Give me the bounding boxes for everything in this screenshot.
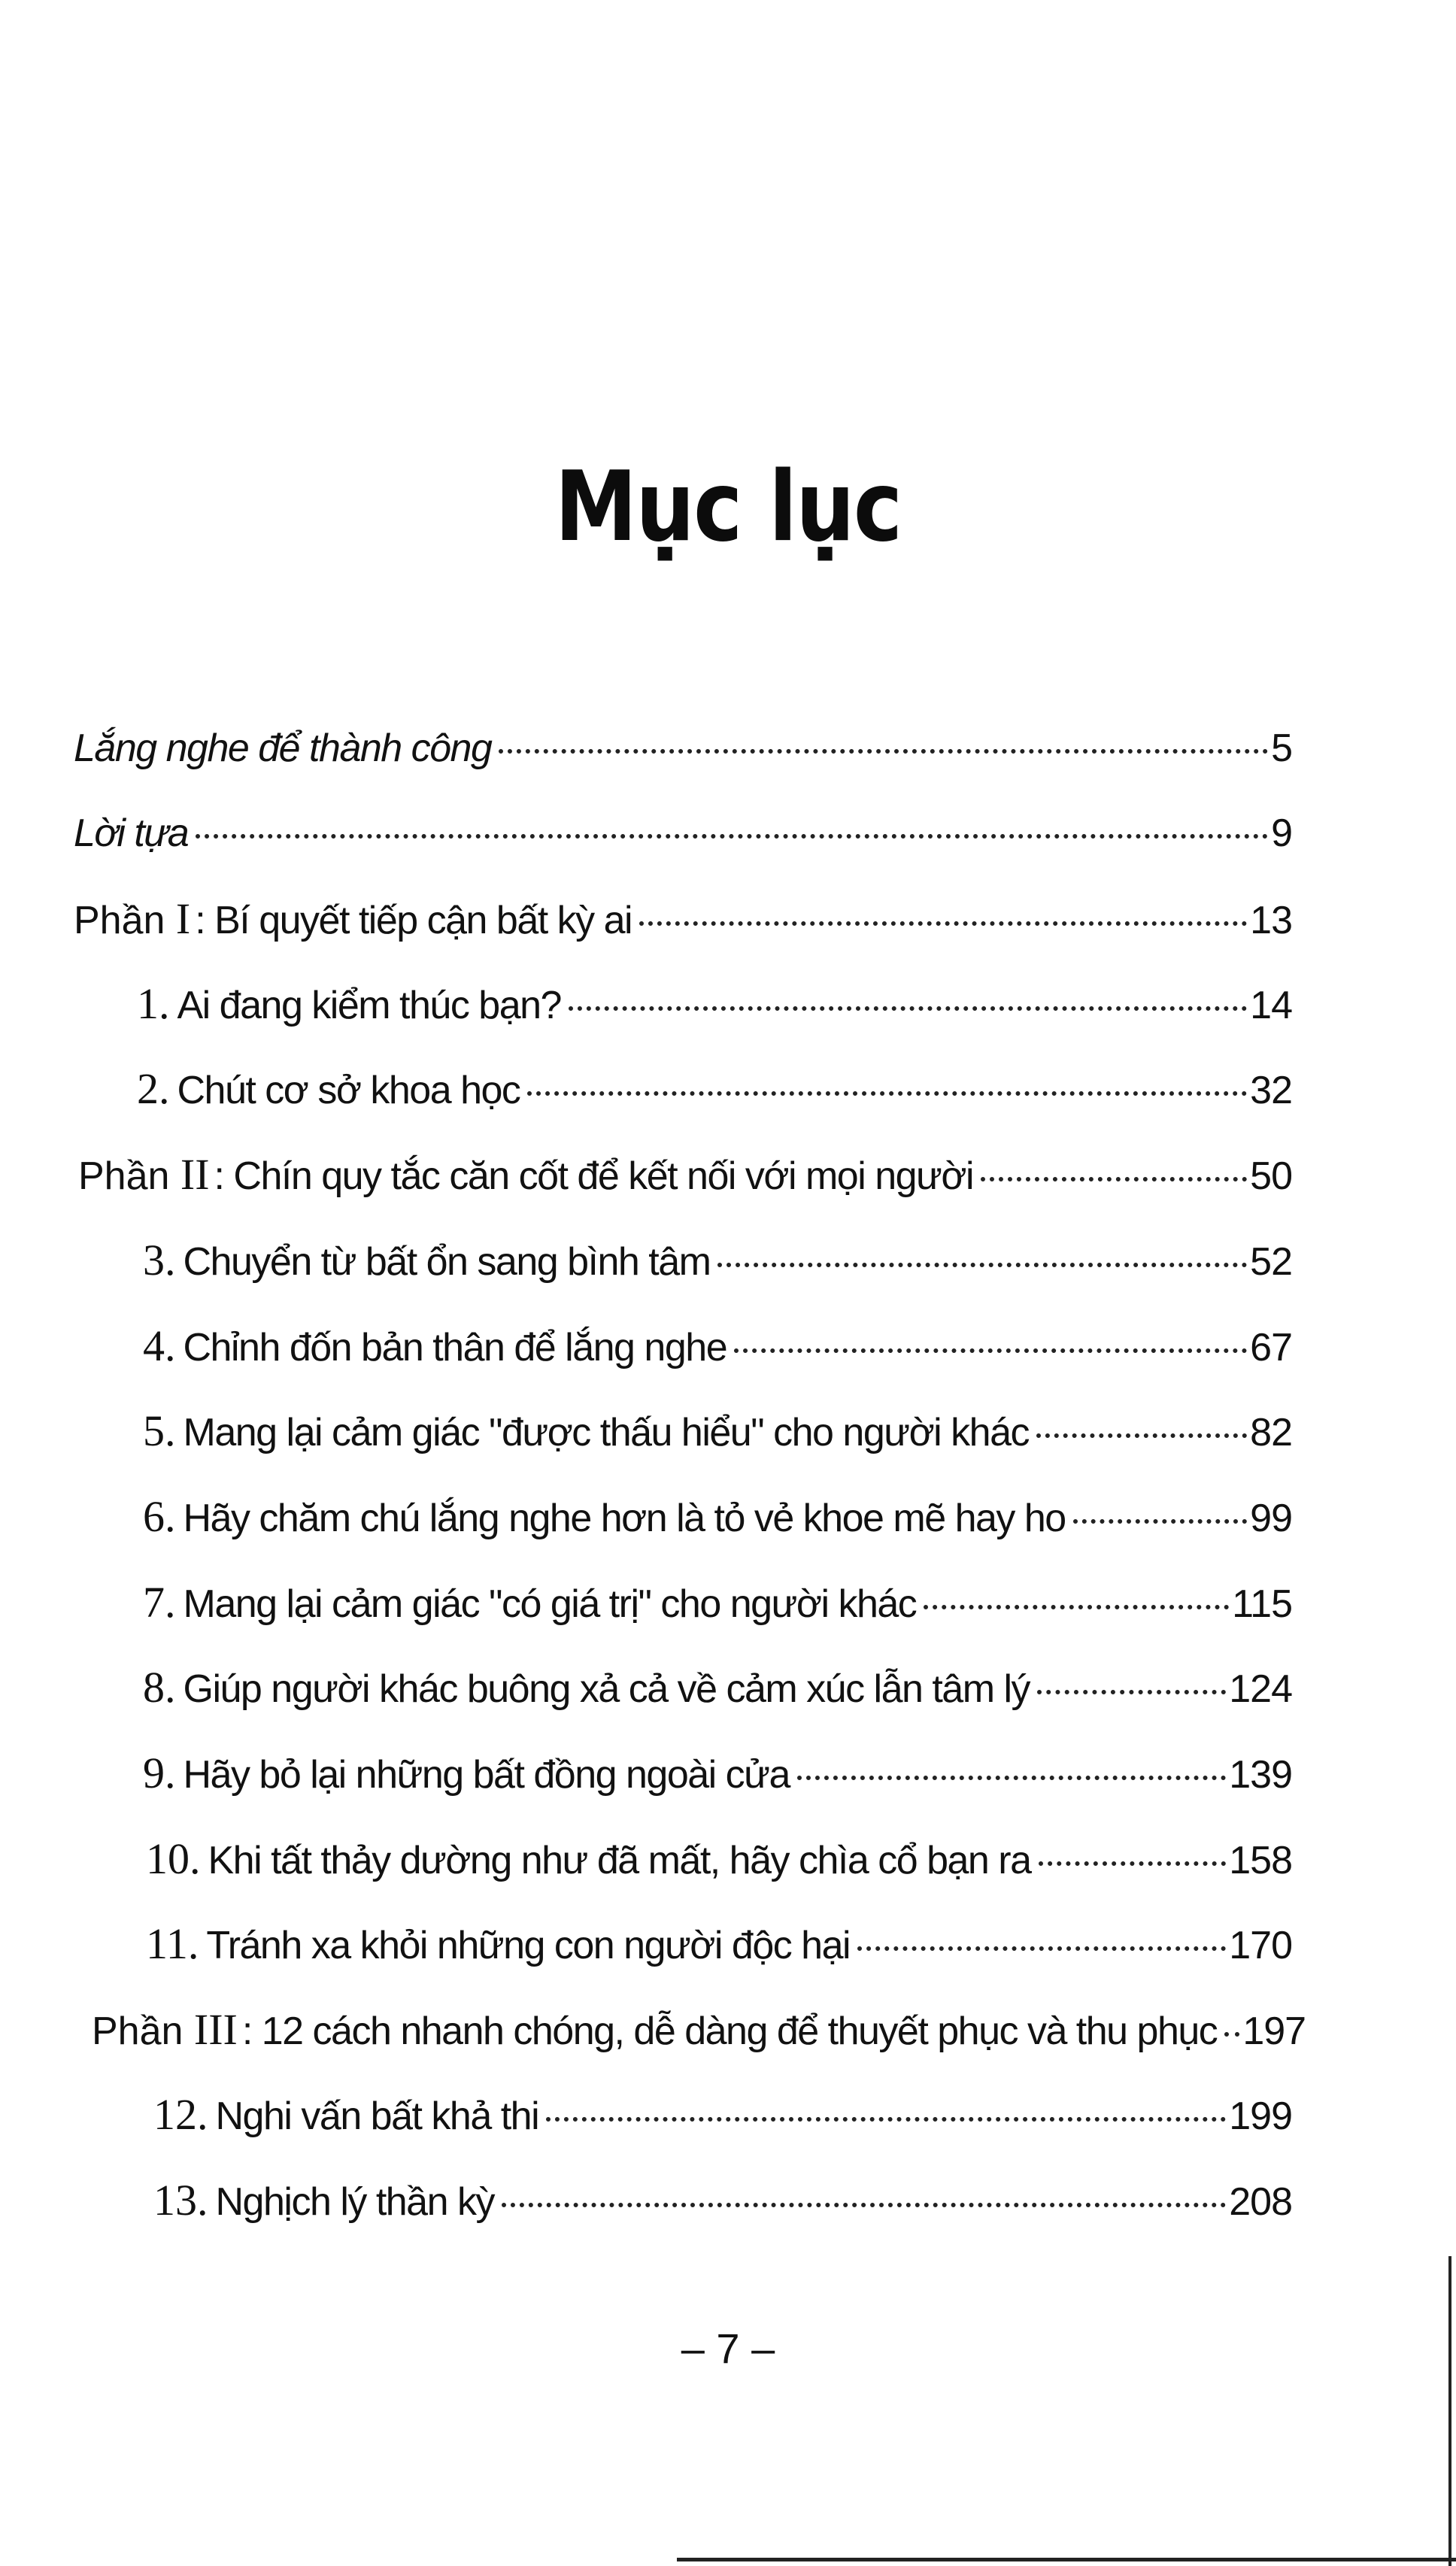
toc-entry-page: 199 (1229, 2094, 1292, 2138)
dot-leader (1224, 2032, 1239, 2037)
dot-leader (797, 1776, 1226, 1780)
toc-entry (146, 1829, 1292, 1889)
toc-entry-page: 99 (1250, 1497, 1292, 1540)
toc-entry-label: Khi tất thảy dường như đã mất, hãy chìa cổ bạn ra (208, 1839, 1031, 1882)
toc-part-heading (74, 889, 1292, 949)
toc-entry (146, 1914, 1292, 1974)
toc-entry-page: 158 (1229, 1839, 1292, 1882)
dot-leader (499, 749, 1268, 754)
toc-entry (137, 1059, 1292, 1119)
toc-entry-label: Lời tựa (74, 811, 189, 855)
chapter-number: 8. (143, 1663, 176, 1712)
toc-entry-label: : Bí quyết tiếp cận bất kỳ ai (195, 899, 632, 942)
part-roman-numeral: I (175, 894, 191, 943)
toc-entry (143, 1743, 1292, 1803)
toc-entry-label: Nghi vấn bất khả thi (215, 2094, 539, 2138)
toc-entry-label: Hãy chăm chú lắng nghe hơn là tỏ vẻ khoe mẽ hay ho (183, 1497, 1066, 1540)
chapter-number: 1. (137, 979, 170, 1028)
toc-entry-label: Hãy bỏ lại những bất đồng ngoài cửa (183, 1753, 790, 1797)
toc-entry-label: Nghịch lý thần kỳ (215, 2180, 494, 2224)
chapter-number: 2. (137, 1064, 170, 1113)
toc-entry-page: 52 (1250, 1240, 1292, 1284)
part-prefix (74, 889, 190, 951)
dot-leader (1073, 1519, 1247, 1524)
dot-leader (639, 921, 1247, 926)
toc-entry-page: 82 (1250, 1411, 1292, 1454)
dot-leader (1039, 1861, 1227, 1866)
dot-leader (924, 1605, 1229, 1609)
toc-entry-label: Giúp người khác buông xả cả về cảm xúc lẫn tâm lý (183, 1667, 1030, 1711)
part-word: Phần (74, 899, 176, 942)
dot-leader (981, 1177, 1247, 1181)
toc-entry-page: 67 (1250, 1326, 1292, 1369)
dot-leader (546, 2117, 1226, 2122)
toc-entry-label: Chút cơ sở khoa học (177, 1069, 520, 1112)
part-prefix (78, 1145, 210, 1206)
toc-entry (143, 1230, 1292, 1291)
toc-entry (143, 1573, 1292, 1633)
toc-entry (143, 1487, 1292, 1547)
part-roman-numeral: II (180, 1150, 210, 1199)
chapter-number: 9. (143, 1749, 176, 1797)
dot-leader (734, 1348, 1247, 1353)
toc-entry-page: 115 (1232, 1582, 1292, 1626)
toc-entry-label: Chỉnh đốn bản thân để lắng nghe (183, 1326, 727, 1369)
toc-entry (137, 974, 1292, 1034)
toc-entry-label: Lắng nghe để thành công (74, 726, 492, 770)
toc-entry-label: Mang lại cảm giác "có giá trị" cho người khác (183, 1582, 917, 1626)
part-prefix (92, 2000, 238, 2061)
toc-part-heading (92, 2000, 1306, 2060)
scan-edge-bottom (677, 2558, 1456, 2561)
chapter-number: 7. (143, 1578, 176, 1627)
toc-entry-page: 139 (1229, 1753, 1292, 1797)
toc-entry-label: Tránh xa khỏi những con người độc hại (206, 1924, 851, 1967)
part-roman-numeral: III (193, 2005, 238, 2054)
toc-entry-page: 170 (1229, 1924, 1292, 1967)
scan-edge-right (1448, 2256, 1451, 2566)
part-word: Phần (92, 2009, 194, 2053)
toc-entry (153, 2170, 1292, 2231)
dot-leader (502, 2203, 1226, 2207)
toc-entry-page: 124 (1229, 1667, 1292, 1711)
toc-entry-page: 5 (1271, 726, 1292, 770)
chapter-number: 12. (153, 2090, 208, 2139)
toc-entry (74, 718, 1292, 778)
toc-entry (153, 2085, 1292, 2145)
toc-entry-page: 14 (1250, 984, 1292, 1027)
toc-entry-label: Mang lại cảm giác "được thấu hiểu" cho người khác (183, 1411, 1030, 1454)
page-title: Mục lục (554, 451, 902, 563)
chapter-number: 5. (143, 1406, 176, 1455)
dot-leader (717, 1263, 1247, 1267)
toc-entry (143, 1658, 1292, 1718)
chapter-number: 10. (146, 1834, 201, 1883)
dot-leader (857, 1946, 1226, 1951)
toc-entry (74, 803, 1292, 863)
toc-entry (143, 1316, 1292, 1376)
toc-entry-label: Chuyển từ bất ổn sang bình tâm (183, 1240, 711, 1284)
toc-entry-page: 208 (1229, 2180, 1292, 2224)
chapter-number: 6. (143, 1492, 176, 1541)
toc-part-heading (78, 1145, 1292, 1205)
part-word: Phần (78, 1154, 180, 1198)
toc-entry-page: 9 (1271, 811, 1292, 855)
toc-entry (143, 1401, 1292, 1461)
chapter-number: 3. (143, 1236, 176, 1285)
dot-leader (196, 834, 1268, 839)
dot-leader (569, 1006, 1247, 1011)
dot-leader (1037, 1690, 1226, 1694)
toc-entry-page: 50 (1250, 1154, 1292, 1198)
page-number-footer: – 7 – (681, 2325, 775, 2372)
toc-entry-label: Ai đang kiểm thúc bạn? (177, 984, 561, 1027)
toc-entry-page: 197 (1242, 2009, 1306, 2053)
toc-entry-label: : Chín quy tắc căn cốt để kết nối với mọi người (214, 1154, 973, 1198)
dot-leader (1036, 1433, 1247, 1438)
toc-entry-page: 32 (1250, 1069, 1292, 1112)
dot-leader (527, 1091, 1247, 1096)
toc-entry-label: : 12 cách nhanh chóng, dễ dàng để thuyết phục và thu phục (241, 2009, 1218, 2053)
toc-entry-page: 13 (1250, 899, 1292, 942)
chapter-number: 13. (153, 2176, 208, 2225)
chapter-number: 11. (146, 1919, 199, 1968)
chapter-number: 4. (143, 1321, 176, 1370)
